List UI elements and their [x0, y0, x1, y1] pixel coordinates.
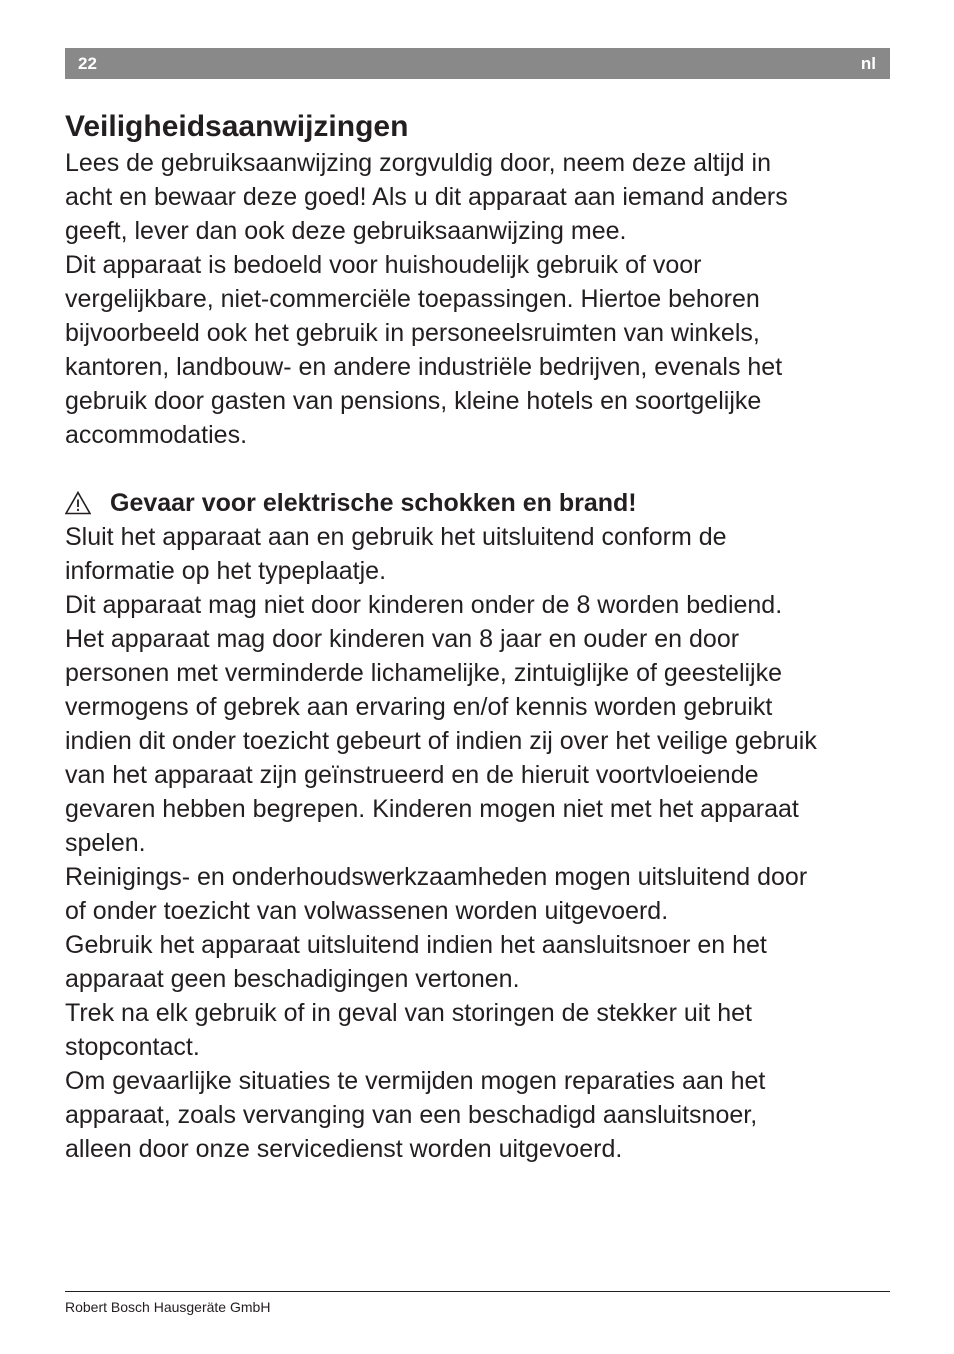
text-line: informatie op het typeplaatje. — [65, 557, 387, 585]
paragraph — [65, 928, 893, 996]
paragraph — [65, 520, 893, 588]
text-line: Gebruik het apparaat uitsluitend indien het aansluitsnoer en het — [65, 931, 767, 959]
paragraph — [65, 860, 893, 928]
text-line: spelen. — [65, 829, 146, 857]
paragraph — [65, 146, 893, 248]
text-line: acht en bewaar deze goed! Als u dit apparaat aan iemand anders — [65, 183, 788, 211]
text-line: Trek na elk gebruik of in geval van storingen de stekker uit het — [65, 999, 752, 1027]
text-line: Lees de gebruiksaanwijzing zorgvuldig door, neem deze altijd in — [65, 149, 771, 177]
warning-heading — [65, 486, 893, 520]
text-line: Dit apparaat mag niet door kinderen onder de 8 worden bediend. — [65, 591, 783, 619]
text-line: Om gevaarlijke situaties te vermijden mogen reparaties aan het — [65, 1067, 766, 1095]
text-line: apparaat geen beschadigingen vertonen. — [65, 965, 520, 993]
text-line: accommodaties. — [65, 421, 248, 449]
footer-company: Robert Bosch Hausgeräte GmbH — [65, 1299, 271, 1315]
text-line: vergelijkbare, niet-commerciële toepassingen. Hiertoe behoren — [65, 285, 760, 313]
text-line: van het apparaat zijn geïnstrueerd en de hieruit voortvloeiende — [65, 761, 759, 789]
text-line: kantoren, landbouw- en andere industriële bedrijven, evenals het — [65, 353, 783, 381]
language-code: nl — [860, 53, 876, 73]
text-line: gebruik door gasten van pensions, kleine hotels en soortgelijke — [65, 387, 762, 415]
page-number: 22 — [78, 53, 97, 73]
warning-heading-text: Gevaar voor elektrische schokken en brand! — [110, 489, 637, 517]
text-line: indien dit onder toezicht gebeurt of indien zij over het veilige gebruik — [65, 727, 817, 755]
footer-divider — [65, 1291, 890, 1292]
text-line: Reinigings- en onderhoudswerkzaamheden mogen uitsluitend door — [65, 863, 808, 891]
text-line: geeft, lever dan ook deze gebruiksaanwijzing mee. — [65, 217, 627, 245]
text-line: gevaren hebben begrepen. Kinderen mogen niet met het apparaat — [65, 795, 799, 823]
page-title: Veiligheidsaanwijzingen — [65, 110, 409, 143]
spacer — [65, 452, 893, 486]
page-header-bar — [65, 48, 890, 79]
text-line: personen met verminderde lichamelijke, zintuiglijke of geestelijke — [65, 659, 783, 687]
paragraph — [65, 588, 893, 860]
text-line: stopcontact. — [65, 1033, 200, 1061]
paragraph — [65, 1064, 893, 1166]
main-content — [65, 108, 893, 1166]
text-line: bijvoorbeeld ook het gebruik in personeelsruimten van winkels, — [65, 319, 760, 347]
paragraph — [65, 248, 893, 452]
text-line: vermogens of gebrek aan ervaring en/of kennis worden gebruikt — [65, 693, 773, 721]
text-line: apparaat, zoals vervanging van een beschadigd aansluitsnoer, — [65, 1101, 758, 1129]
text-line: alleen door onze servicedienst worden uitgevoerd. — [65, 1135, 623, 1163]
text-line: Het apparaat mag door kinderen van 8 jaar en ouder en door — [65, 625, 740, 653]
text-line: Dit apparaat is bedoeld voor huishoudelijk gebruik of voor — [65, 251, 702, 279]
text-line: of onder toezicht van volwassenen worden uitgevoerd. — [65, 897, 669, 925]
text-line: Sluit het apparaat aan en gebruik het uitsluitend conform de — [65, 523, 727, 551]
paragraph — [65, 996, 893, 1064]
warning-triangle-icon — [65, 491, 91, 515]
